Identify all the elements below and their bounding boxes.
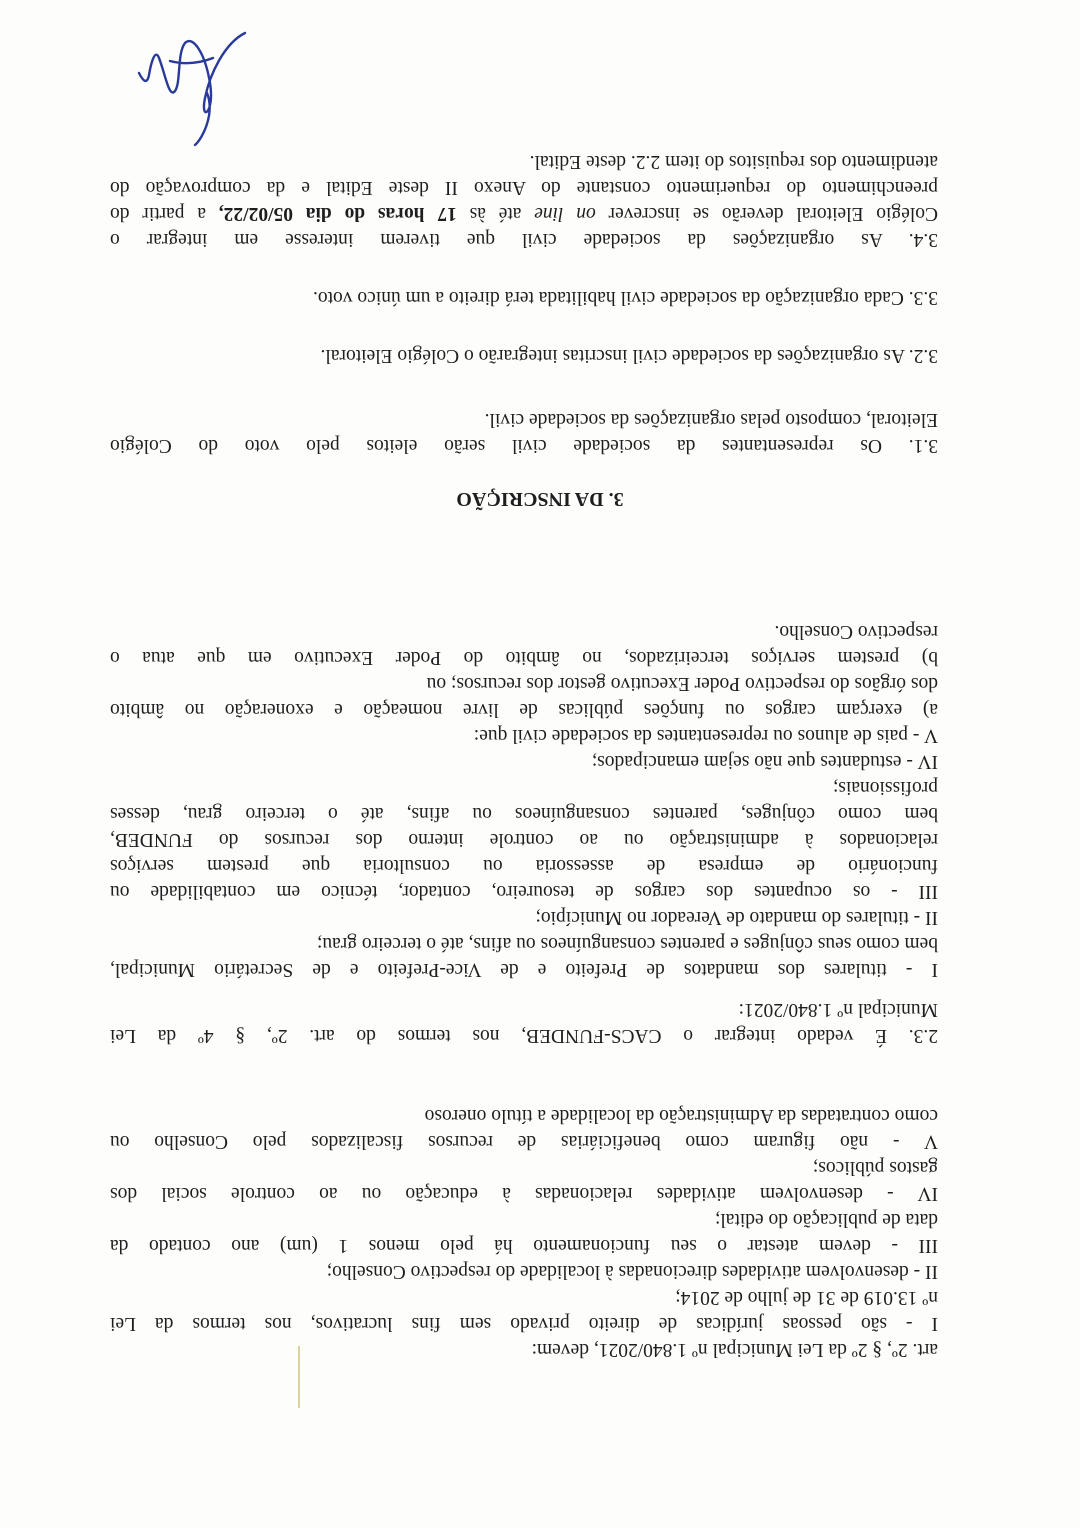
item-3-1: [110, 406, 938, 458]
list-a-block: [110, 1102, 938, 1362]
item-2-3: [110, 996, 938, 1048]
list-a-item-cont: gastos públicos;: [812, 1157, 938, 1178]
list-a-item-cont: nº 13.019 de 31 de julho de 2014;: [675, 1287, 938, 1308]
list-b-line: dos órgãos do respectivo Poder Executivo gestor dos recursos; ou: [426, 673, 938, 694]
item-3-4: [110, 148, 938, 252]
list-a-item-cont: data de publicação do edital;: [714, 1209, 938, 1230]
list-b-line: funcionário de empresa de assessoria ou consultoria que prestem serviços: [110, 855, 938, 876]
list-b-line: I - titulares dos mandatos de Prefeito e de Vice-Prefeito e de Secretário Municipal,: [110, 959, 938, 980]
list-a-item: IV - desenvolvem atividades relacionadas à educação ou ao controle social dos: [110, 1183, 938, 1204]
list-b-line: a) exerçam cargos ou funções públicas de livre nomeação e exoneração no âmbito: [110, 699, 938, 720]
item-3-4-text: Colégio Eleitoral deverão se inscrever: [595, 203, 938, 224]
item-3-4-line: 3.4. As organizações da sociedade civil que tiverem interesse em integrar o: [110, 229, 938, 250]
list-a-item-cont: como contratadas da Administração da localidade a título oneroso: [424, 1105, 938, 1126]
item-3-4-line: [110, 200, 938, 226]
list-b-line: IV - estudantes que não sejam emancipados;: [591, 751, 938, 772]
handwritten-signature: [125, 3, 255, 153]
item-3-4-line: preenchimento do requerimento constante do Anexo II deste Edital e da comprovação do: [110, 177, 938, 198]
item-2-3-line: 2.3. É vedado integrar o CACS-FUNDEB, nos termos do art. 2º, § 4º da Lei: [110, 1025, 938, 1046]
list-b-line: III - os ocupantes dos cargos de tesoureiro, contador, técnico em contabilidade ou: [110, 881, 938, 902]
item-3-4-deadline: 17 horas do dia 05/02/22,: [218, 203, 457, 224]
section-heading: 3. DA INSCRIÇÃO: [456, 488, 624, 510]
list-a-item: I - são pessoas jurídicas de direito privado sem fins lucrativos, nos termos da Lei: [110, 1313, 938, 1334]
list-a-item: III - devem atestar o seu funcionamento há pelo menos 1 (um) ano contado da: [110, 1235, 938, 1256]
item-3-4-line: atendimento dos requisitos do item 2.2. deste Edital.: [529, 151, 938, 172]
list-b-line: respectivo Conselho.: [774, 621, 938, 642]
item-3-2: 3.2. As organizações da sociedade civil inscritas integrarão o Colégio Eleitoral.: [320, 345, 938, 366]
list-b-line: bem como seus cônjuges e parentes consanguíneos ou afins, até o terceiro grau;: [316, 933, 938, 954]
list-b-line: bem como cônjuges, parentes consanguíneos ou afins, até o terceiro grau, desses: [110, 803, 938, 824]
intro-line: art. 2º, § 2º da Lei Municipal nº 1.840/2021, devem:: [531, 1339, 938, 1360]
item-3-1-line: Eleitoral, composto pelas organizações da sociedade civil.: [484, 409, 938, 430]
list-a-item: II - desenvolvem atividades direcionadas à localidade do respectivo Conselho;: [326, 1261, 938, 1282]
list-a-item: V - não figuram como beneficiárias de recursos fiscalizados pelo Conselho ou: [110, 1131, 938, 1152]
item-3-4-text: até às: [456, 203, 535, 224]
item-2-3-line: Municipal nº 1.840/2021:: [738, 999, 938, 1020]
item-3-4-emphasis: on line: [534, 203, 596, 224]
item-3-1-line: 3.1. Os representantes da sociedade civil serão eleitos pelo voto do Colégio: [110, 435, 938, 456]
list-b-line: relacionados à administração ou ao controle interno dos recursos do FUNDEB,: [110, 829, 938, 850]
list-b-line: b) prestem serviços terceirizados, no âmbito do Poder Executivo em que atua o: [110, 647, 938, 668]
list-b-line: V - pais de alunos ou representantes da sociedade civil que:: [473, 725, 938, 746]
list-b-block: [110, 618, 938, 982]
list-b-line: profissionais;: [832, 777, 938, 798]
list-b-line: II - titulares do mandato de Vereador no Município;: [535, 907, 938, 928]
item-3-3: 3.3. Cada organização da sociedade civil habilitada terá direito a um único voto.: [312, 287, 938, 308]
item-3-4-text: a partir do: [110, 203, 219, 224]
